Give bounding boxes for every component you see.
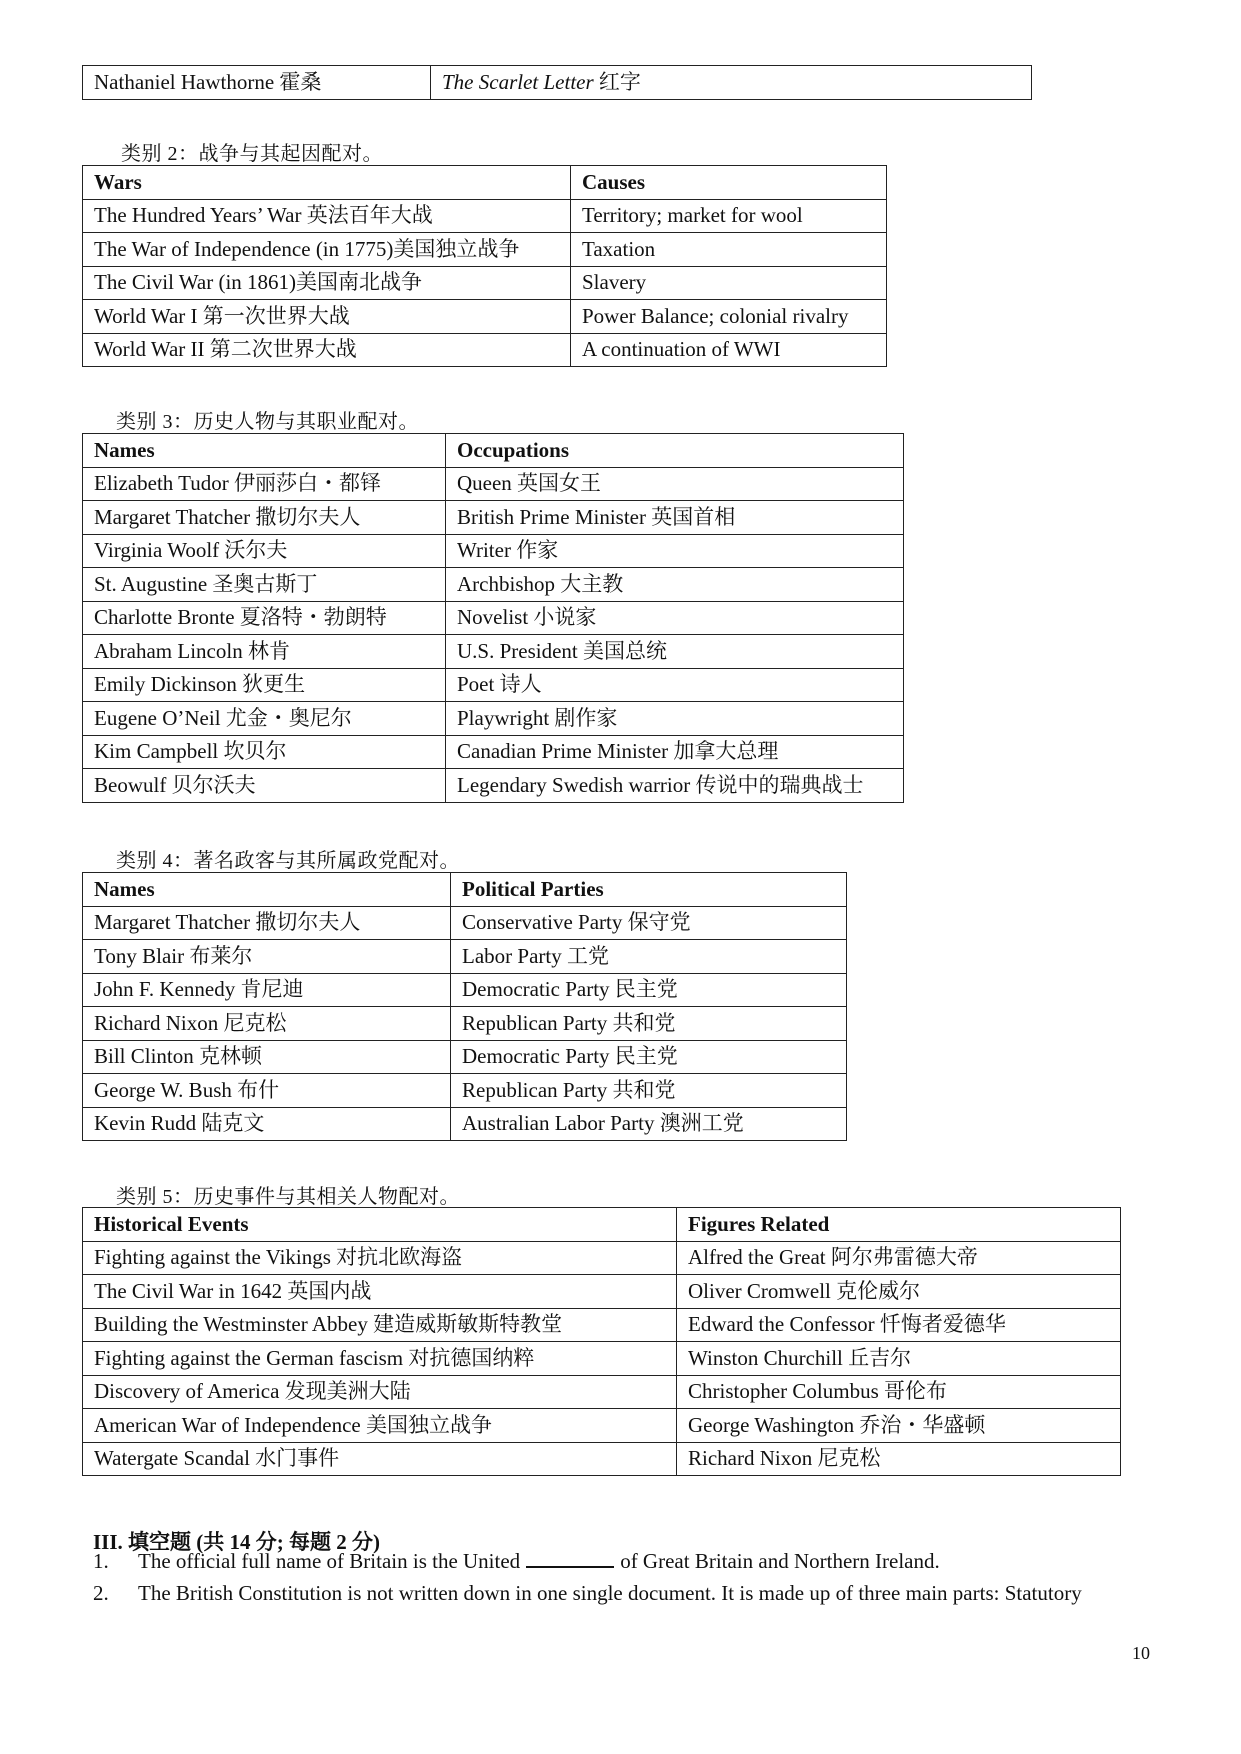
left-cell: Eugene O’Neil 尤金・奥尼尔 xyxy=(83,702,446,736)
question-1 xyxy=(93,1548,940,1574)
right-cell: Archbishop 大主教 xyxy=(446,568,904,602)
table-row xyxy=(83,1040,847,1074)
right-cell: Queen 英国女王 xyxy=(446,467,904,501)
left-cell: Bill Clinton 克林顿 xyxy=(83,1040,451,1074)
left-cell: Building the Westminster Abbey 建造威斯敏斯特教堂 xyxy=(83,1308,677,1342)
table-row xyxy=(83,1007,847,1041)
table-header-row xyxy=(83,166,887,200)
table-row xyxy=(83,702,904,736)
question-text: The British Constitution is not written down in one single document. It is made up of three main parts: Statutory xyxy=(138,1581,1082,1605)
column-header: Historical Events xyxy=(83,1208,677,1242)
table-header-row xyxy=(83,1208,1121,1242)
right-cell: Republican Party 共和党 xyxy=(451,1074,847,1108)
column-header: Wars xyxy=(83,166,571,200)
column-header: Political Parties xyxy=(451,873,847,907)
table-row xyxy=(83,973,847,1007)
left-cell: American War of Independence 美国独立战争 xyxy=(83,1409,677,1443)
column-header: Causes xyxy=(571,166,887,200)
right-cell: A continuation of WWI xyxy=(571,333,887,367)
left-cell: The Civil War (in 1861)美国南北战争 xyxy=(83,266,571,300)
table-row xyxy=(83,266,887,300)
left-cell: World War II 第二次世界大战 xyxy=(83,333,571,367)
wars-table xyxy=(82,165,887,367)
right-cell: Canadian Prime Minister 加拿大总理 xyxy=(446,735,904,769)
cat3-body xyxy=(83,434,904,803)
right-cell: British Prime Minister 英国首相 xyxy=(446,501,904,535)
right-cell: Power Balance; colonial rivalry xyxy=(571,300,887,334)
right-cell: Oliver Cromwell 克伦威尔 xyxy=(677,1275,1121,1309)
right-cell: Writer 作家 xyxy=(446,534,904,568)
left-cell: The Hundred Years’ War 英法百年大战 xyxy=(83,199,571,233)
cat2-body xyxy=(83,166,887,367)
right-cell: Legendary Swedish warrior 传说中的瑞典战士 xyxy=(446,769,904,803)
left-cell: Elizabeth Tudor 伊丽莎白・都铎 xyxy=(83,467,446,501)
right-cell: Australian Labor Party 澳洲工党 xyxy=(451,1107,847,1141)
cat4-table xyxy=(82,872,847,1141)
table-row xyxy=(83,467,904,501)
left-cell: Abraham Lincoln 林肯 xyxy=(83,635,446,669)
left-cell: Watergate Scandal 水门事件 xyxy=(83,1442,677,1476)
occupations-table xyxy=(82,433,904,803)
right-cell: Territory; market for wool xyxy=(571,199,887,233)
left-cell: St. Augustine 圣奥古斯丁 xyxy=(83,568,446,602)
table-row xyxy=(83,1409,1121,1443)
question-number: 1. xyxy=(93,1549,109,1573)
left-cell: Tony Blair 布莱尔 xyxy=(83,940,451,974)
table-row xyxy=(83,66,1032,100)
column-header: Occupations xyxy=(446,434,904,468)
table-row xyxy=(83,601,904,635)
table-row xyxy=(83,1074,847,1108)
right-cell: Richard Nixon 尼克松 xyxy=(677,1442,1121,1476)
left-cell: Fighting against the German fascism 对抗德国纳粹 xyxy=(83,1342,677,1376)
table-row xyxy=(83,568,904,602)
cat2-caption: 类别 2：战争与其起因配对。 xyxy=(121,143,383,165)
table-row xyxy=(83,1442,1121,1476)
right-cell: Poet 诗人 xyxy=(446,668,904,702)
answer-blank[interactable] xyxy=(526,1548,614,1568)
cat4-caption: 类别 4：著名政客与其所属政党配对。 xyxy=(116,850,460,872)
author-cell: Nathaniel Hawthorne 霍桑 xyxy=(83,66,431,100)
table-row xyxy=(83,501,904,535)
table-row xyxy=(83,1107,847,1141)
table-row xyxy=(83,906,847,940)
right-cell: Christopher Columbus 哥伦布 xyxy=(677,1375,1121,1409)
table-header-row xyxy=(83,873,847,907)
left-cell: The Civil War in 1642 英国内战 xyxy=(83,1275,677,1309)
right-cell: Playwright 剧作家 xyxy=(446,702,904,736)
right-cell: Democratic Party 民主党 xyxy=(451,973,847,1007)
page-number: 10 xyxy=(1132,1643,1150,1663)
left-cell: John F. Kennedy 肯尼迪 xyxy=(83,973,451,1007)
cat3-caption: 类别 3：历史人物与其职业配对。 xyxy=(116,411,419,433)
cat4-body xyxy=(83,873,847,1141)
question-text-before: The official full name of Britain is the United xyxy=(138,1549,521,1573)
left-cell: Emily Dickinson 狄更生 xyxy=(83,668,446,702)
right-cell: Conservative Party 保守党 xyxy=(451,906,847,940)
column-header: Names xyxy=(83,873,451,907)
right-cell: Labor Party 工党 xyxy=(451,940,847,974)
table-row xyxy=(83,1241,1121,1275)
table-row xyxy=(83,199,887,233)
right-cell: Democratic Party 民主党 xyxy=(451,1040,847,1074)
cat5-caption: 类别 5：历史事件与其相关人物配对。 xyxy=(116,1186,460,1208)
author-work-table xyxy=(82,65,1032,100)
table-row xyxy=(83,635,904,669)
table-row xyxy=(83,233,887,267)
right-cell: George Washington 乔治・华盛顿 xyxy=(677,1409,1121,1443)
left-cell: Charlotte Bronte 夏洛特・勃朗特 xyxy=(83,601,446,635)
table-row xyxy=(83,1308,1121,1342)
cat2-table xyxy=(82,165,887,367)
left-cell: Fighting against the Vikings 对抗北欧海盗 xyxy=(83,1241,677,1275)
right-cell: Winston Churchill 丘吉尔 xyxy=(677,1342,1121,1376)
table-row xyxy=(83,1275,1121,1309)
left-cell: Margaret Thatcher 撒切尔夫人 xyxy=(83,501,446,535)
section-title: III. 填空题 (共 14 分; 每题 2 分) xyxy=(93,1530,380,1554)
left-cell: Kevin Rudd 陆克文 xyxy=(83,1107,451,1141)
table-row xyxy=(83,300,887,334)
table-row xyxy=(83,769,904,803)
question-text-after: of Great Britain and Northern Ireland. xyxy=(620,1549,940,1573)
table-row xyxy=(83,1342,1121,1376)
work-cn: 红字 xyxy=(593,69,641,94)
cat5-body xyxy=(83,1208,1121,1476)
cat3-table xyxy=(82,433,904,803)
table-row xyxy=(83,1375,1121,1409)
table-row xyxy=(83,668,904,702)
column-header: Names xyxy=(83,434,446,468)
left-cell: George W. Bush 布什 xyxy=(83,1074,451,1108)
right-cell: Republican Party 共和党 xyxy=(451,1007,847,1041)
work-cell xyxy=(431,66,1032,100)
right-cell: Alfred the Great 阿尔弗雷德大帝 xyxy=(677,1241,1121,1275)
table-row xyxy=(83,333,887,367)
table-row xyxy=(83,735,904,769)
parties-table xyxy=(82,872,847,1141)
left-cell: World War I 第一次世界大战 xyxy=(83,300,571,334)
events-table xyxy=(82,1207,1121,1476)
right-cell: U.S. President 美国总统 xyxy=(446,635,904,669)
question-2 xyxy=(93,1581,1082,1606)
table-header-row xyxy=(83,434,904,468)
question-number: 2. xyxy=(93,1581,109,1605)
column-header: Figures Related xyxy=(677,1208,1121,1242)
right-cell: Taxation xyxy=(571,233,887,267)
left-cell: Richard Nixon 尼克松 xyxy=(83,1007,451,1041)
right-cell: Edward the Confessor 忏悔者爱德华 xyxy=(677,1308,1121,1342)
left-cell: Discovery of America 发现美洲大陆 xyxy=(83,1375,677,1409)
right-cell: Slavery xyxy=(571,266,887,300)
left-cell: Beowulf 贝尔沃夫 xyxy=(83,769,446,803)
table-row xyxy=(83,534,904,568)
left-cell: Kim Campbell 坎贝尔 xyxy=(83,735,446,769)
table-row xyxy=(83,940,847,974)
left-cell: Margaret Thatcher 撒切尔夫人 xyxy=(83,906,451,940)
left-cell: The War of Independence (in 1775)美国独立战争 xyxy=(83,233,571,267)
cat5-table xyxy=(82,1207,1121,1476)
right-cell: Novelist 小说家 xyxy=(446,601,904,635)
work-title: The Scarlet Letter xyxy=(442,69,594,94)
left-cell: Virginia Woolf 沃尔夫 xyxy=(83,534,446,568)
